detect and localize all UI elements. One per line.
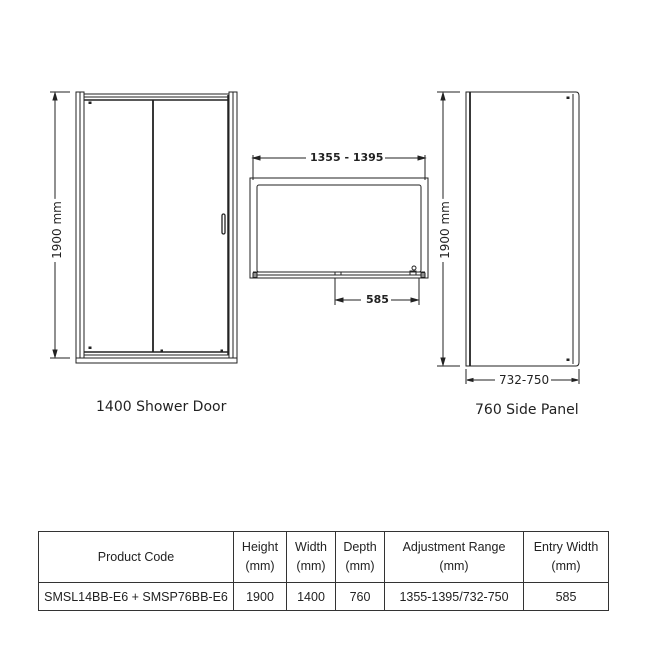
header-entry-width: Entry Width (mm) [524, 532, 609, 583]
panel-height-dimension: 1900 mm [437, 201, 452, 259]
plan-view [250, 155, 428, 305]
header-depth: Depth (mm) [336, 532, 385, 583]
side-panel-caption: 760 Side Panel [475, 402, 579, 418]
shower-door-elevation [50, 92, 237, 363]
door-height-dimension: 1900 mm [49, 201, 64, 259]
header-product-code: Product Code [39, 532, 234, 583]
cell-product-code: SMSL14BB-E6 + SMSP76BB-E6 [39, 583, 234, 611]
panel-width-dimension: 732-750 [499, 373, 550, 387]
cell-width: 1400 [287, 583, 336, 611]
cell-adjustment-range: 1355-1395/732-750 [385, 583, 524, 611]
shower-door-caption: 1400 Shower Door [96, 399, 227, 415]
table-header-row [39, 532, 609, 583]
cell-entry-width: 585 [524, 583, 609, 611]
plan-overall-dimension: 1355 - 1395 [310, 151, 384, 164]
plan-entry-dimension: 585 [366, 293, 389, 306]
header-width: Width (mm) [287, 532, 336, 583]
cell-height: 1900 [234, 583, 287, 611]
header-adjustment-range: Adjustment Range (mm) [385, 532, 524, 583]
cell-depth: 760 [336, 583, 385, 611]
side-panel-elevation [437, 92, 579, 387]
table-row [39, 583, 609, 611]
spec-table [38, 531, 609, 611]
header-height: Height (mm) [234, 532, 287, 583]
